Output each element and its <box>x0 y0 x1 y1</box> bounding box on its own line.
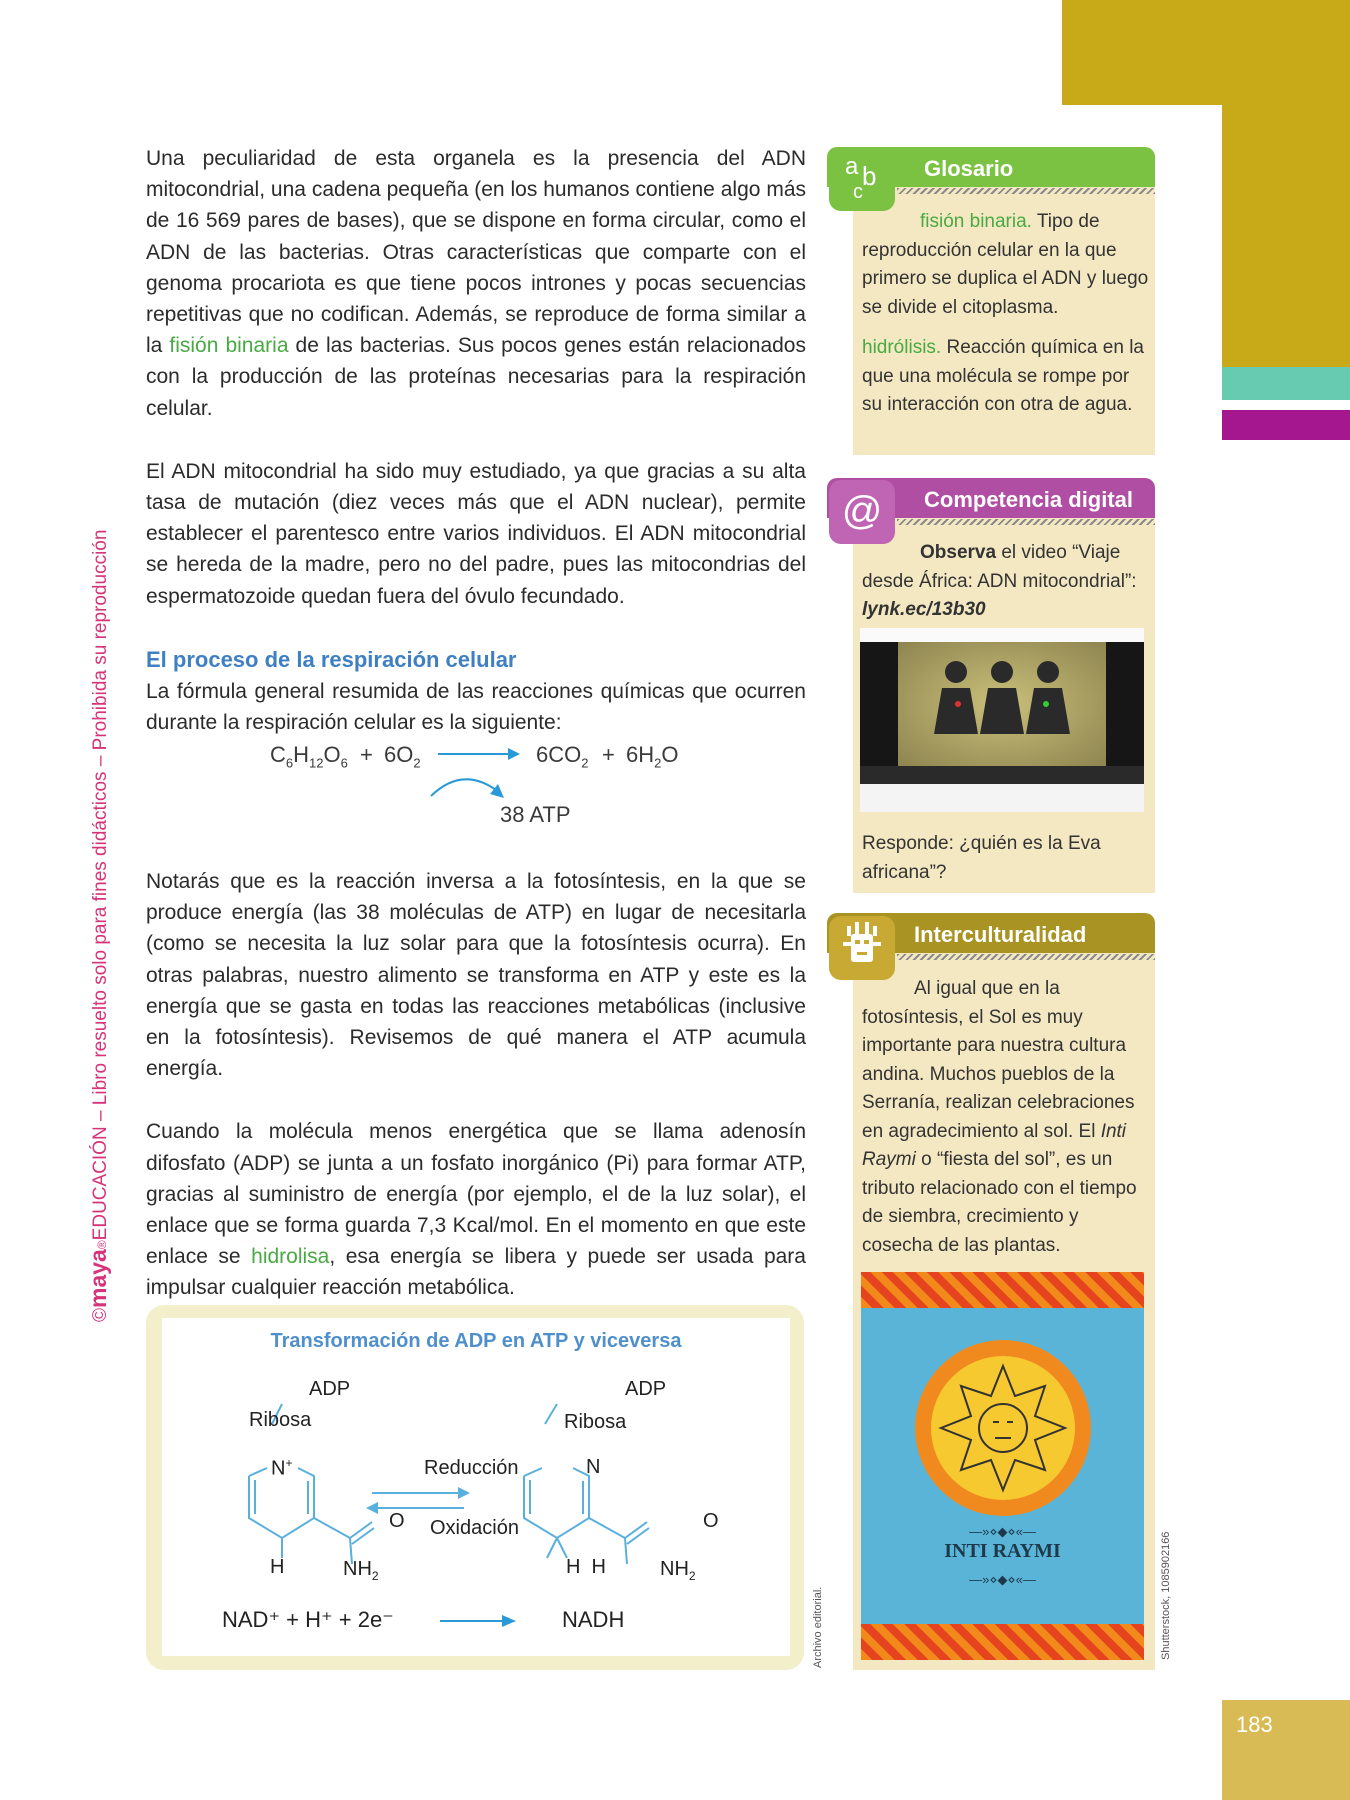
equation-left: NAD⁺ + H⁺ + 2e⁻ <box>222 1607 394 1632</box>
figure-title: Transformación de ADP en ATP y viceversa <box>270 1330 682 1352</box>
poster-bottom-band <box>861 1624 1144 1660</box>
formula-glucose: $C_6H_{12}O_6$ <box>270 742 348 771</box>
page-side-band <box>1222 105 1350 367</box>
interculturalidad-title: Interculturalidad <box>914 922 1087 947</box>
oxidacion-label: Oxidación <box>430 1517 519 1539</box>
adp-label-left: ADP <box>309 1378 351 1400</box>
formula-atp: 38 ATP <box>500 802 571 827</box>
section-heading: El proceso de la respiración celular <box>146 646 517 672</box>
formula-water: $6H_2O$ <box>626 742 679 771</box>
copyright-notice: ©maya®EDUCACIÓN – Libro resuelto solo para fines didácticos – Prohibida su reproducción <box>85 529 111 1322</box>
video-thumbnail[interactable] <box>860 628 1144 812</box>
hydrogens-label-right: H H <box>566 1556 606 1578</box>
paragraph-adp-atp: Cuando la molécula menos energética que se llama adenosín difosfato (ADP) se junta a un fosfato inorgánico (Pi) para formar ATP, gracias al suministro de energía (por ejemplo, el de la luz solar), el enlace que se forma guarda 7,3 Kcal/mol. En el momento en que este enlace se hidrolisa, esa energía se libera y puede ser usada para impulsar cualquier reacción metabólica. <box>146 1120 806 1300</box>
paragraph-reaccion-inversa: Notarás que es la reacción inversa a la fotosíntesis, en la que se produce energía (las 38 moléculas de ATP) en lugar de necesitarla (como se necesita la luz solar para que la fotosíntesis ocurra). En otras palabras, nuestro alimento se transforma en ATP y este es la energía que se gasta en todas las reacciones metabólicas (inclusive en la fotosíntesis). Revisemos de qué manera el ATP acumula energía. <box>146 870 806 1081</box>
page-corner-band <box>1062 0 1350 105</box>
reduccion-label: Reducción <box>424 1457 519 1479</box>
glosario-term-hidrolisis: hidrólisis. <box>862 337 942 358</box>
hydrogen-label-left: H <box>270 1556 285 1578</box>
formula-arrows <box>146 728 806 838</box>
atp-curved-arrow <box>431 779 496 796</box>
oxygen-label-left: O <box>389 1510 405 1532</box>
poster-ornament-top: —»⋄◆⋄«— <box>969 1524 1036 1539</box>
n-label-right: N <box>586 1456 601 1478</box>
formula-plus-1: + <box>360 742 373 767</box>
poster-credit: Shutterstock, 1085902166 <box>1160 1531 1172 1660</box>
figure-credit: Archivo editorial. <box>812 1586 824 1668</box>
competencia-text: Observa el video “Viaje desde África: ADN mitocondrial”: lynk.ec/13b30 <box>862 542 1137 620</box>
video-frame <box>898 642 1106 766</box>
term-fision-binaria[interactable]: fisión binaria <box>169 334 289 358</box>
glosario-text: fisión binaria. Tipo de reproducción celular en la que primero se duplica el ADN y luego se divide el citoplasma. hidrólisis. Reacción química en la que una molécula se rompe por su interacción con otra de agua. <box>862 211 1149 415</box>
interculturalidad-hatch <box>897 954 1155 960</box>
competencia-title: Competencia digital <box>924 487 1134 512</box>
competencia-question: Responde: ¿quién es la Eva africana”? <box>862 833 1101 883</box>
formula-co2: $6CO_2$ <box>536 742 589 771</box>
paragraph-adn-mitocondrial: Una peculiaridad de esta organela es la presencia del ADN mitocondrial, una cadena pequeña (en los humanos contiene algo más de 16 569 pares de bases), que se dispone en forma circular, como el ADN de las bacterias. Otras características que comparte con el genoma procariota es que tiene pocos intrones y pocas secuencias repetitivas que no codifican. Además, se reproduce de forma similar a la fisión binaria de las bacterias. Sus pocos genes están relacionados con la producción de las proteínas necesarias para la respiración celular. <box>146 147 806 420</box>
adp-label-right: ADP <box>625 1378 667 1400</box>
paragraph-adn-estudiado: El ADN mitocondrial ha sido muy estudiado, ya que gracias a su alta tasa de mutación (diez veces más que el ADN nuclear), permite establecer el parentesco entre varios individuos. El ADN mitocondrial se hereda de la madre, pero no del padre, pues las mitocondrias del espermatozoide quedan fuera del óvulo fecundado. <box>146 459 806 608</box>
poster-sun-face <box>931 1356 1075 1500</box>
n-plus-label: N+ <box>271 1456 293 1480</box>
term-hidrolisa[interactable]: hidrolisa <box>251 1245 330 1269</box>
main-column-lower <box>146 866 806 1304</box>
competencia-hatch <box>897 519 1155 525</box>
atp-curved-arrow-head <box>490 784 504 798</box>
poster-top-band <box>861 1272 1144 1308</box>
reaction-arrow-head <box>508 748 520 760</box>
glosario-term-fision: fisión binaria. <box>920 211 1032 232</box>
poster-title: INTI RAYMI <box>944 1540 1061 1562</box>
page-number: 183 <box>1236 1712 1273 1737</box>
respiration-formula <box>146 728 806 838</box>
page-magenta-tab <box>1222 410 1350 440</box>
at-icon: @ <box>829 480 895 544</box>
nad-structure-diagram <box>162 1318 790 1656</box>
formula-oxygen: $6O_2$ <box>384 742 421 771</box>
ribosa-label-left: Ribosa <box>249 1409 312 1431</box>
video-screen <box>860 642 1144 784</box>
video-page-below <box>860 784 1144 812</box>
page-teal-tab <box>1222 367 1350 400</box>
glosario-title: Glosario <box>924 156 1014 181</box>
interculturalidad-text: Al igual que en la fotosíntesis, el Sol es muy importante para nuestra cultura andina. Muchos pueblos de la Serranía, realizan celebraciones en agradecimiento al sol. El Inti Raymi o “fiesta del sol”, es un tributo relacionado con el tiempo de siembra, crecimiento y cosecha de las plantas. <box>862 978 1137 1256</box>
equation-arrow-head <box>502 1615 516 1627</box>
video-controls[interactable] <box>860 766 1144 784</box>
equation-right: NADH <box>562 1607 625 1632</box>
andean-mask-icon <box>829 916 895 980</box>
nh2-label-right: $NH_2$ <box>660 1558 696 1583</box>
oxidation-arrow-head <box>366 1502 378 1514</box>
reduction-arrow-head <box>458 1487 470 1499</box>
poster-ornament-bottom: —»⋄◆⋄«— <box>969 1572 1036 1587</box>
video-browser-bar <box>860 628 1144 642</box>
paragraph-formula-intro: La fórmula general resumida de las reacciones químicas que ocurren durante la respiración celular es la siguiente: <box>146 679 806 735</box>
ribosa-label-right: Ribosa <box>564 1411 627 1433</box>
oxygen-label-right: O <box>703 1510 719 1532</box>
main-column <box>146 143 806 738</box>
video-link[interactable]: lynk.ec/13b30 <box>862 599 986 620</box>
glosario-hatch <box>897 188 1155 194</box>
abc-icon: a b c <box>829 147 895 211</box>
formula-plus-2: + <box>602 742 615 767</box>
inti-raymi-poster <box>861 1272 1144 1660</box>
nh2-label-left: $NH_2$ <box>343 1558 379 1583</box>
women-figures <box>898 642 1106 766</box>
